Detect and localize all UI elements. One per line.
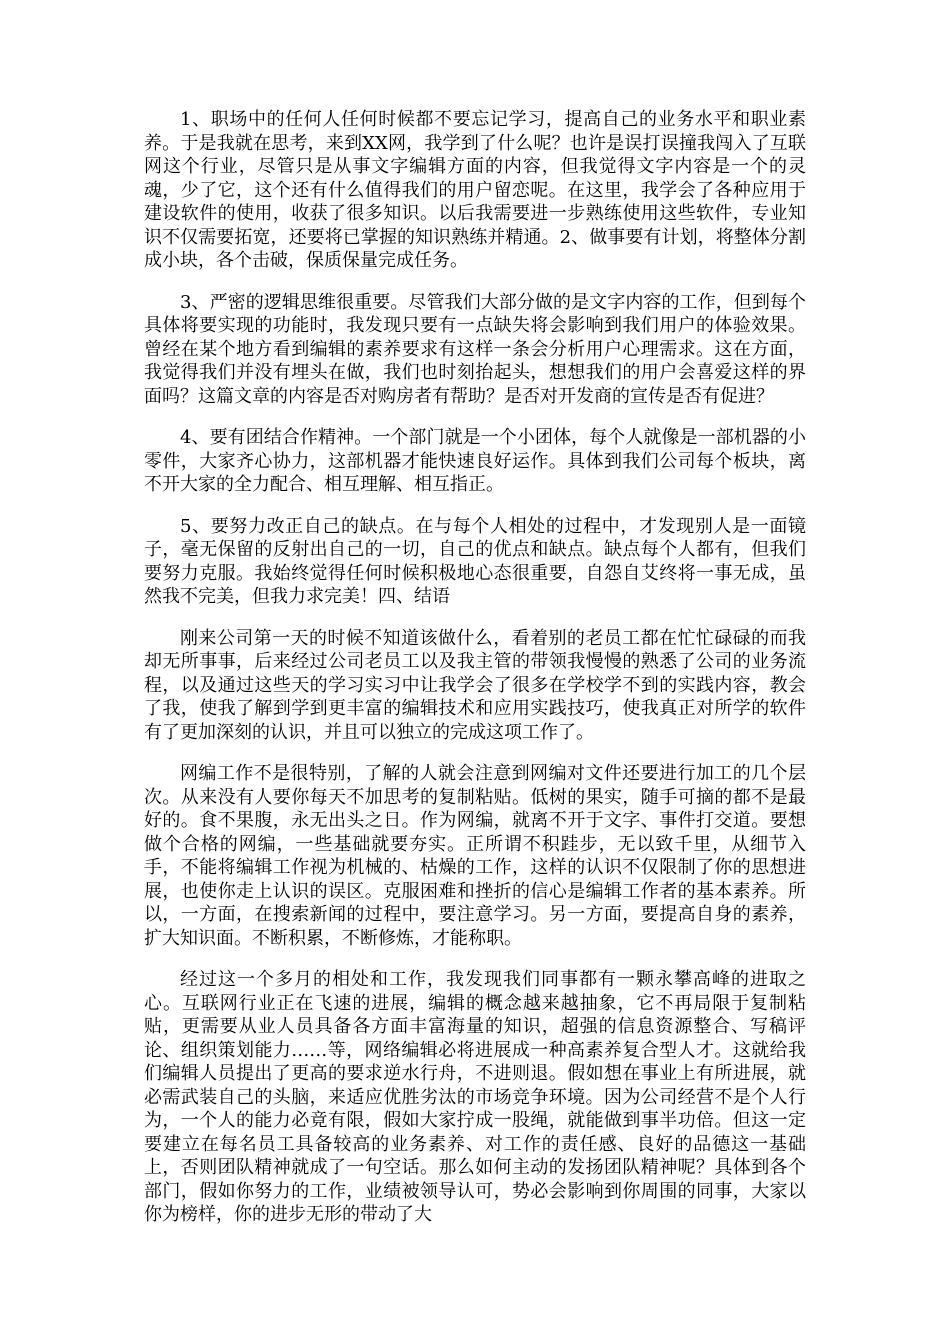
paragraph-web-editing: 网编工作不是很特别，了解的人就会注意到网编对文件还要进行加工的几个层次。从来没有人要你每天不加思考的复制粘贴。低树的果实，随手可摘的都不是最好的。食不果腹，永无出头之日。作为网编，就离不开于文字、事件打交道。要想做个合格的网编，一些基础就要夯实。正所谓不积跬步，无以致千里，从细节入手，不能将编辑工作视为机械的、枯燥的工作，这样的认识不仅限制了你的思想进展，也使你走上认识的误区。克服困难和挫折的信心是编辑工作者的基本素养。所以，一方面，在搜索新闻的过程中，要注意学习。另一方面，要提高自身的素养，扩大知识面。不断积累，不断修炼，才能称职。 <box>144 763 806 949</box>
paragraph-team-spirit: 经过这一个多月的相处和工作，我发现我们同事都有一颗永攀高峰的进取之心。互联网行业正在飞速的进展，编辑的概念越来越抽象，它不再局限于复制粘贴，更需要从业人员具备各方面丰富海量的知识，超强的信息资源整合、写稿评论、组织策划能力……等，网络编辑必将进展成一种高素养复合型人才。这就给我们编辑人员提出了更高的要求逆水行舟，不进则退。假如想在事业上有所进展，就必需武装自己的头脑，来适应优胜劣汰的市场竞争环境。因为公司经营不是个人行为，一个人的能力必竟有限，假如大家拧成一股绳，就能做到事半功倍。但这一定要建立在每名员工具备较高的业务素养、对工作的责任感、良好的品德这一基础上，否则团队精神就成了一句空话。那么如何主动的发扬团队精神呢？具体到各个部门，假如你努力的工作，业绩被领导认可，势必会影响到你周围的同事，大家以你为榜样，你的进步无形的带动了大 <box>144 969 806 1225</box>
paragraph-first-day: 刚来公司第一天的时候不知道该做什么，看着别的老员工都在忙忙碌碌的而我却无所事事，后来经过公司老员工以及我主管的带领我慢慢的熟悉了公司的业务流程，以及通过这些天的学习实习中让我学会了很多在学校学不到的实践内容，教会了我，使我了解到学到更丰富的编辑技术和应用实践技巧，使我真正对所学的软件有了更加深刻的认识，并且可以独立的完成这项工作了。 <box>144 627 806 743</box>
paragraph-teamwork: 4、要有团结合作精神。一个部门就是一个小团体，每个人就像是一部机器的小零件，大家齐心协力，这部机器才能快速良好运作。具体到我们公司每个板块，离不开大家的全力配合、相互理解、相互指正。 <box>144 427 806 495</box>
paragraph-learning: 1、职场中的任何人任何时候都不要忘记学习，提高自己的业务水平和职业素养。于是我就在思考，来到XX网，我学到了什么呢？也许是误打误撞我闯入了互联网这个行业，尽管只是从事文字编辑方面的内容，但我觉得文字内容是一个的灵魂，少了它，这个还有什么值得我们的用户留恋呢。在这里，我学会了各种应用于建设软件的使用，收获了很多知识。以后我需要进一步熟练使用这些软件，专业知识不仅需要拓宽，还要将已掌握的知识熟练并精通。2、做事要有计划，将整体分割成小块，各个击破，保质保量完成任务。 <box>144 109 806 271</box>
paragraph-logic: 3、严密的逻辑思维很重要。尽管我们大部分做的是文字内容的工作，但到每个具体将要实现的功能时，我发现只要有一点缺失将会影响到我们用户的体验效果。曾经在某个地方看到编辑的素养要求有这样一条会分析用户心理需求。这在方面，我觉得我们并没有埋头在做，我们也时刻抬起头，想想我们的用户会喜爱这样的界面吗？这篇文章的内容是否对购房者有帮助？是否对开发商的宣传是否有促进？ <box>144 291 806 407</box>
document-body <box>144 108 806 1227</box>
paragraph-shortcomings: 5、要努力改正自己的缺点。在与每个人相处的过程中，才发现别人是一面镜子，毫无保留的反射出自己的一切，自己的优点和缺点。缺点每个人都有，但我们要努力克服。我始终觉得任何时候积极地心态很重要，自怨自艾终将一事无成，虽然我不完美，但我力求完美！四、结语 <box>144 515 806 607</box>
